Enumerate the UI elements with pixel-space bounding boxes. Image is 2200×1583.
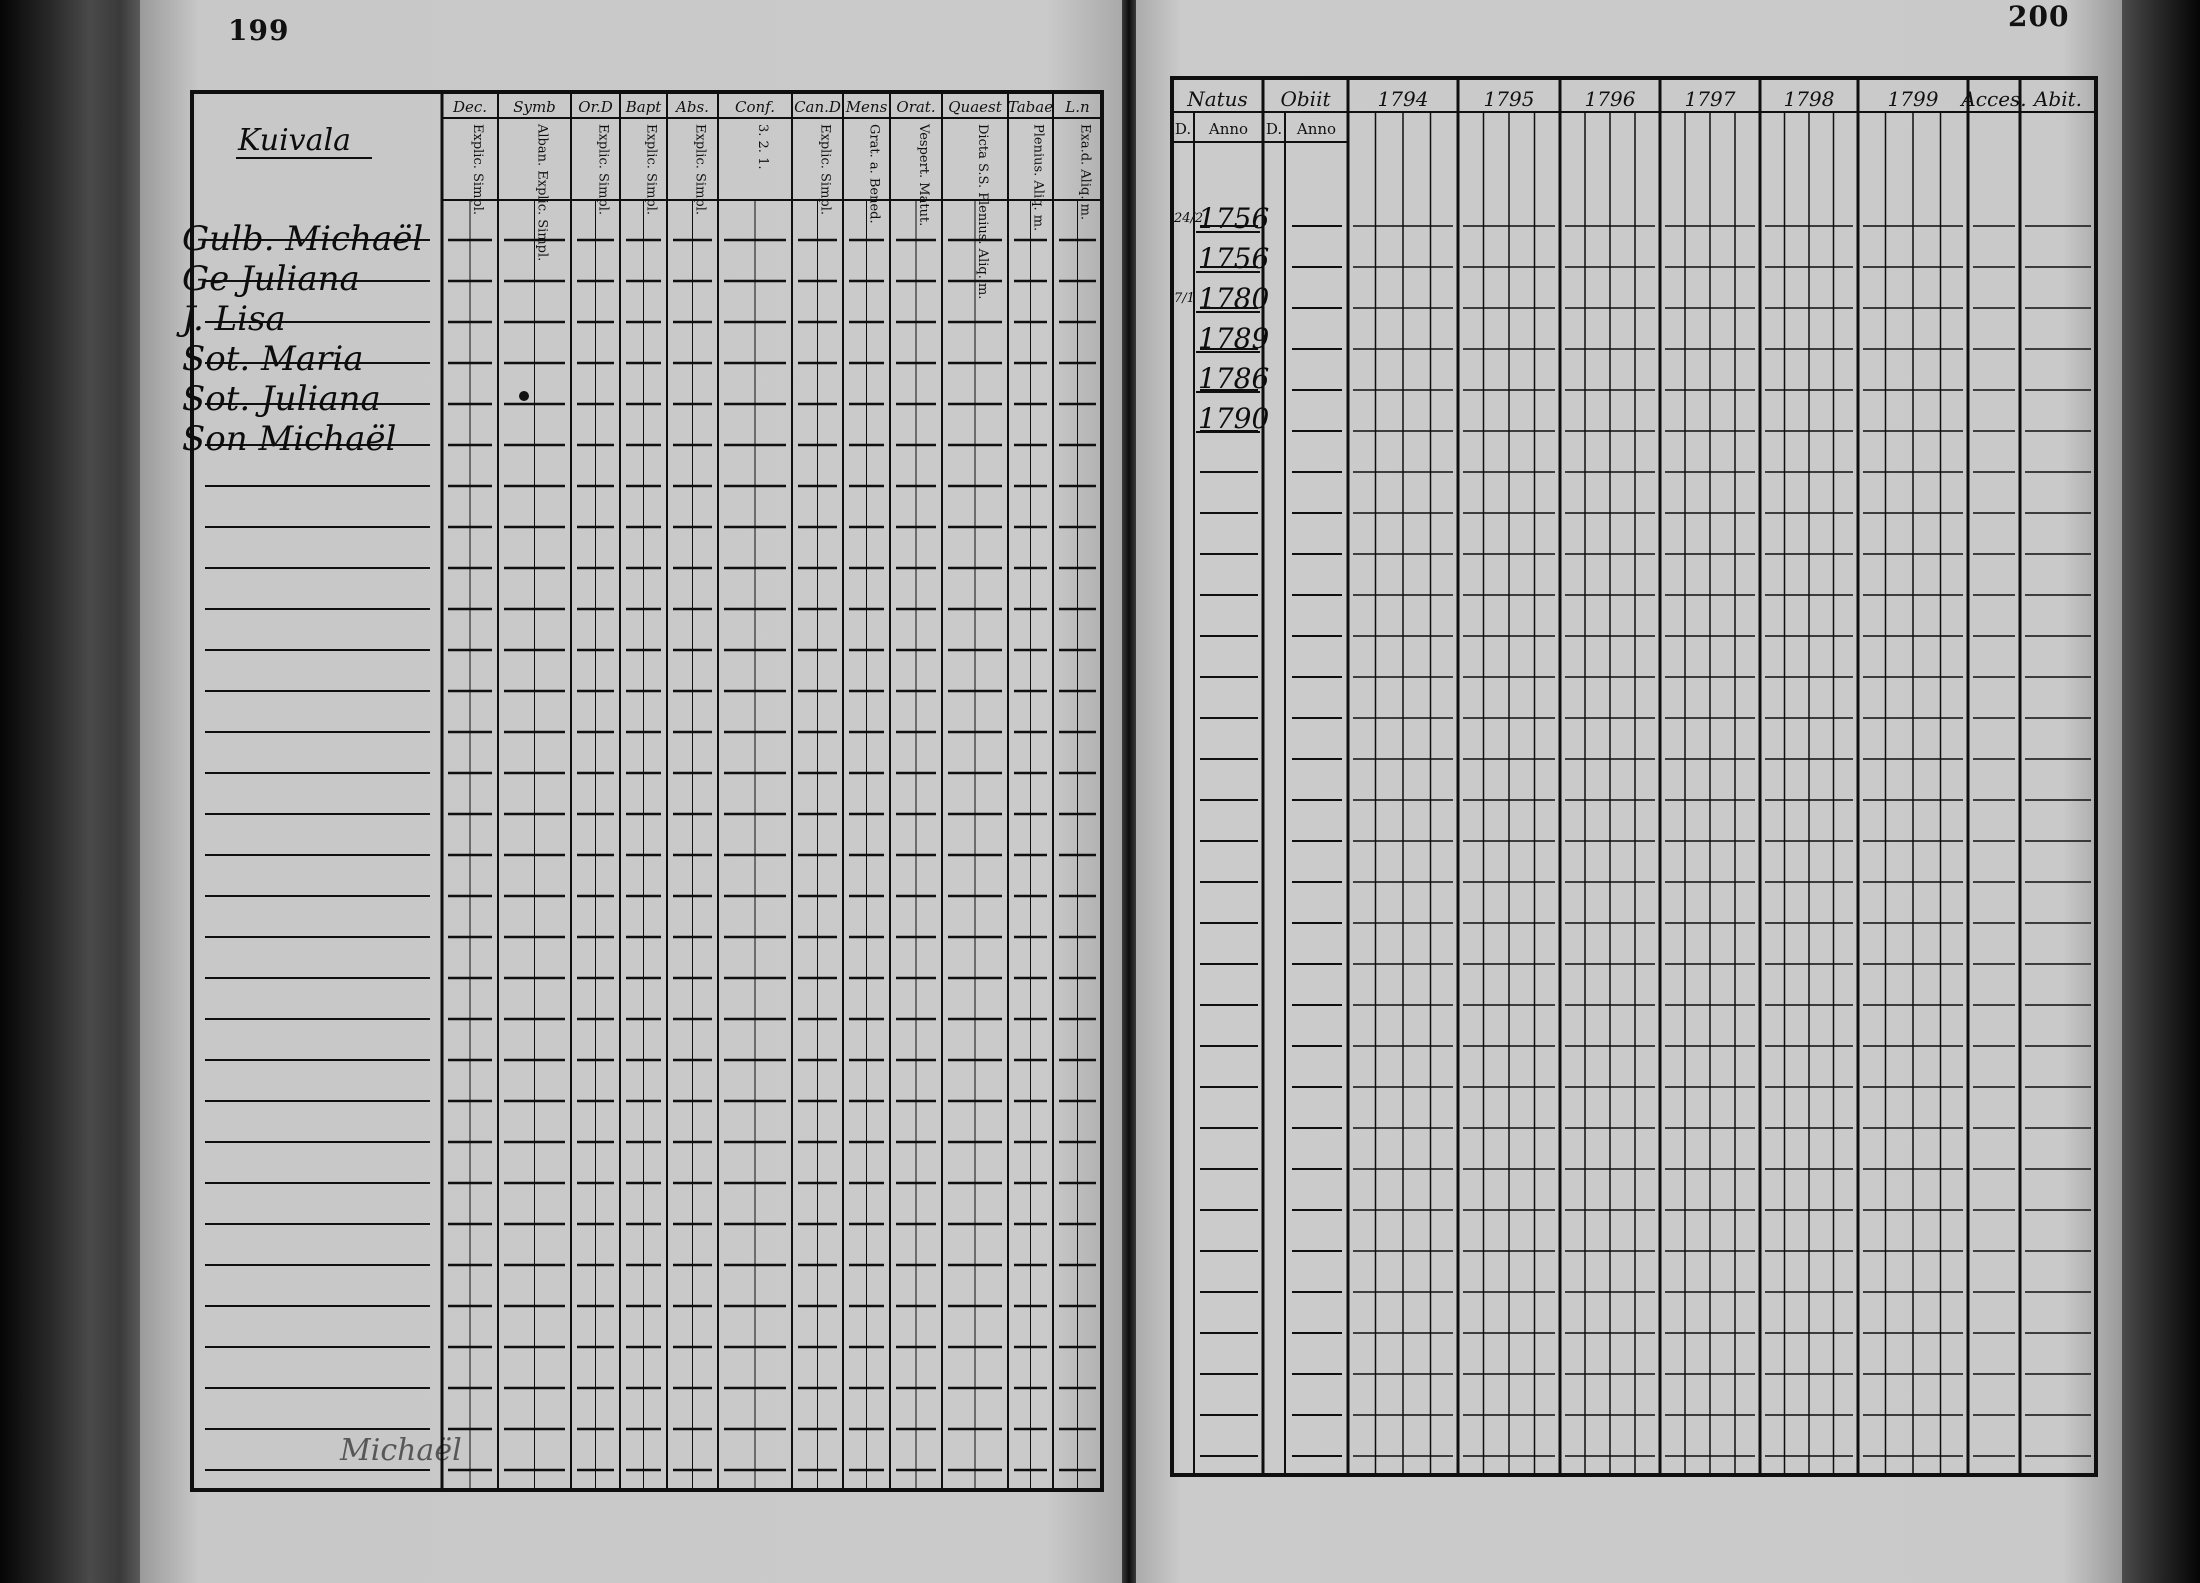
birth-year: 1786	[1198, 362, 1270, 395]
right-table-frame	[1172, 78, 2096, 1475]
birth-year: 1789	[1198, 322, 1270, 355]
person-name: Son Michaël	[182, 419, 397, 459]
right-sub-header: Anno	[1208, 120, 1249, 138]
left-column-header: Tabae	[1007, 98, 1054, 116]
birth-day: 7/1	[1174, 291, 1195, 306]
right-column-header: 1795	[1483, 87, 1535, 111]
right-column-header: Abit.	[2033, 87, 2083, 111]
birth-year: 1756	[1198, 202, 1270, 235]
left-column-header: Can.D	[794, 98, 841, 116]
left-sub-header: Exa.d. Aliq. m.	[1077, 124, 1093, 221]
left-column-header: Bapt	[625, 98, 662, 116]
left-sub-header: Vespert. Matut.	[916, 124, 931, 227]
left-table-frame	[192, 92, 1102, 1490]
left-column-header: Symb	[513, 98, 556, 116]
left-column-header: Or.D	[578, 98, 613, 116]
left-sub-header: Grat. a. Bened.	[866, 124, 882, 224]
left-column-header: Dec.	[452, 98, 488, 116]
left-sub-header: Explic. Simpl.	[643, 124, 659, 216]
right-sub-header: D.	[1265, 120, 1283, 138]
right-column-header: 1796	[1584, 87, 1636, 111]
right-column-header: Natus	[1187, 87, 1248, 111]
right-column-header: Acces.	[1961, 87, 2027, 111]
person-name: J. Lisa	[182, 299, 286, 339]
left-page-number: 199	[228, 14, 290, 47]
birth-year: 1790	[1198, 402, 1270, 435]
left-sub-header: 3. 2. 1.	[755, 124, 770, 170]
right-page-number: 200	[2008, 0, 2070, 33]
left-sub-header: Alban. Explic. Simpl.	[534, 124, 550, 262]
left-sub-header: Explic. Simpl.	[595, 124, 611, 216]
left-column-header: Orat.	[896, 98, 936, 116]
birth-day: 24/2	[1174, 211, 1204, 226]
left-sub-header: Explic. Simpl.	[817, 124, 833, 216]
right-sub-header: D.	[1174, 120, 1192, 138]
person-name: Ge Juliana	[182, 259, 360, 299]
left-column-header: Mens	[845, 98, 888, 116]
left-column-header: Quaest	[948, 98, 1002, 116]
left-column-header: L.n	[1065, 98, 1090, 116]
bottom-faint-name: Michaël	[340, 1433, 462, 1468]
right-column-header: 1798	[1783, 87, 1835, 111]
left-sub-header: Explic. Simpl.	[470, 124, 485, 216]
person-name: Sot. Juliana	[182, 379, 381, 419]
right-sub-header: Anno	[1296, 120, 1337, 138]
birth-year: 1780	[1198, 282, 1270, 315]
left-sub-header: Dicta S.S. Plenius. Aliq. m.	[975, 124, 990, 300]
left-column-header: Abs.	[676, 98, 709, 116]
right-column-header: 1797	[1684, 87, 1736, 111]
right-column-header: 1799	[1887, 87, 1939, 111]
right-column-header: 1794	[1377, 87, 1429, 111]
birth-year: 1756	[1198, 242, 1270, 275]
ink-dot	[519, 391, 529, 401]
left-sub-header: Explic. Simpl.	[692, 124, 708, 216]
left-column-header: Conf.	[735, 98, 775, 116]
right-column-header: Obiit	[1280, 87, 1331, 111]
person-name: Gulb. Michaël	[182, 219, 424, 259]
person-name: Sot. Maria	[182, 339, 364, 379]
village-title: Kuivala	[238, 123, 351, 158]
left-sub-header: Plenius. Aliq. m.	[1030, 124, 1046, 232]
